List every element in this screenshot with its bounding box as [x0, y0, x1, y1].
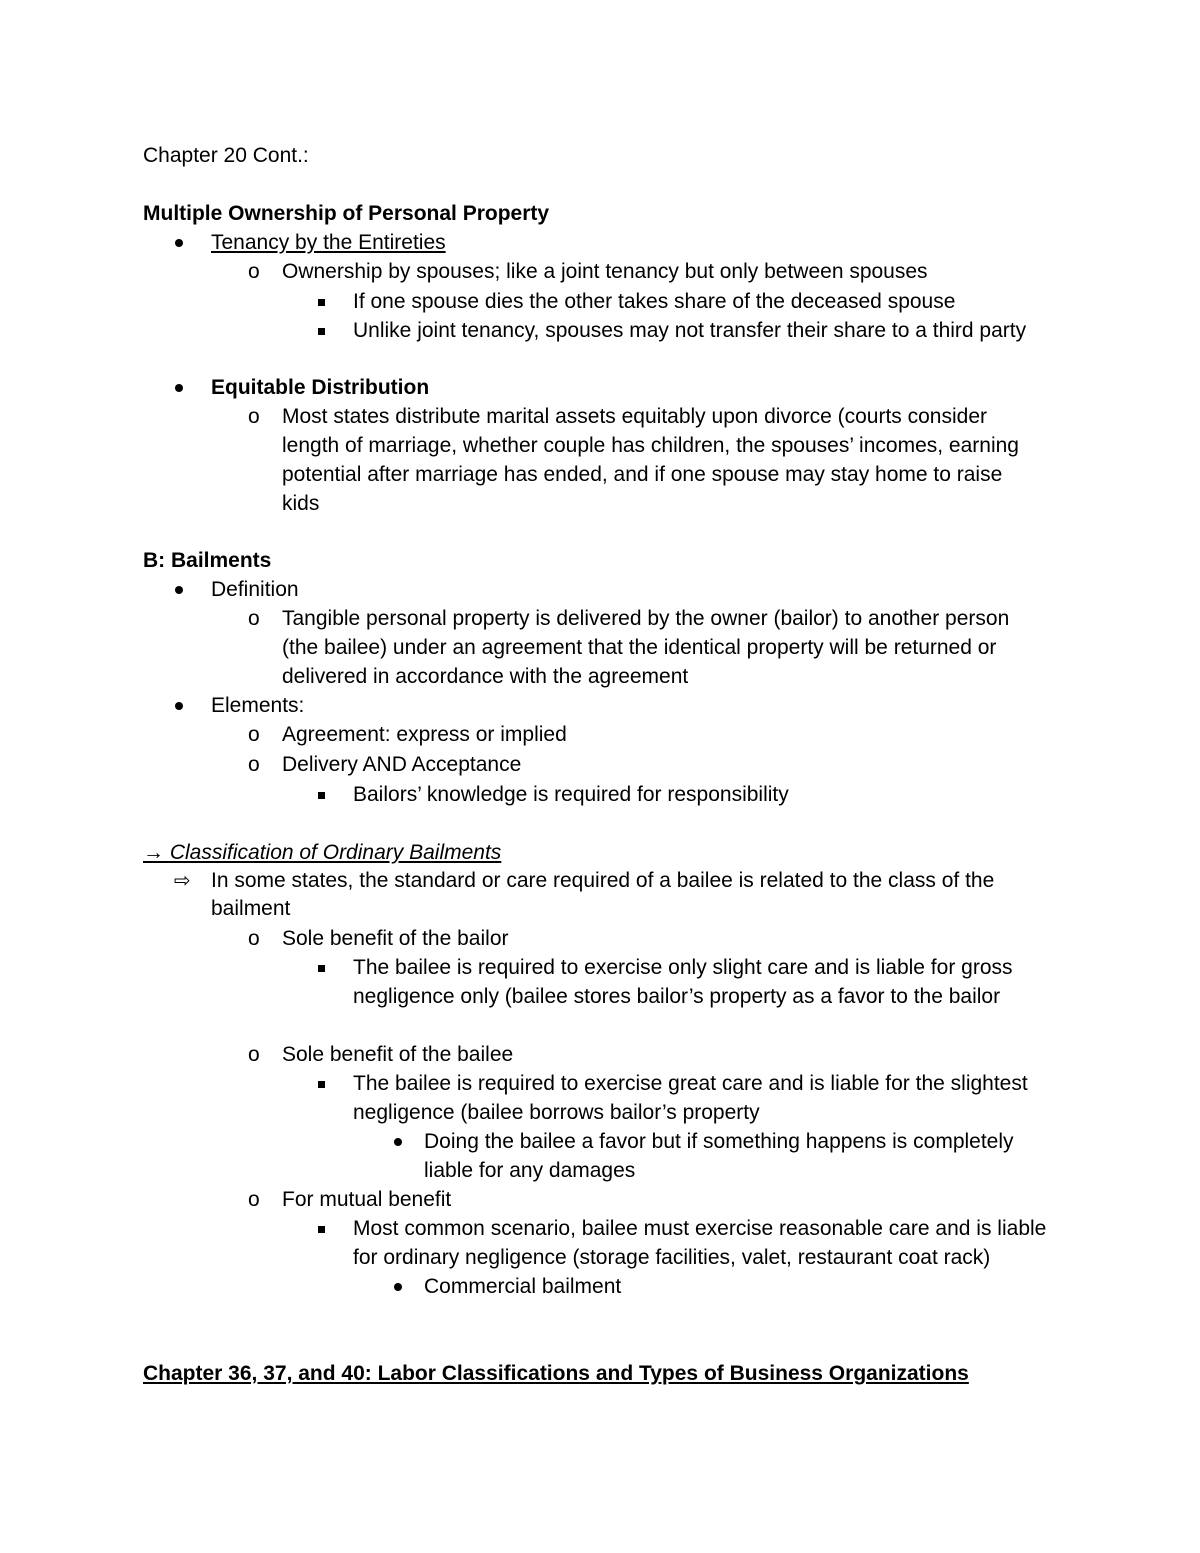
- bullet-dot-icon: [175, 228, 183, 258]
- bullet-circle-icon: o: [248, 723, 260, 746]
- bullet-square-icon: [318, 953, 325, 983]
- bullet-square-icon: [318, 287, 325, 317]
- bullet-circle-icon: o: [248, 1188, 260, 1211]
- bullet-square-icon: [318, 1214, 325, 1244]
- bullet-dot-icon: [175, 373, 183, 403]
- bullet-circle-icon: o: [248, 1043, 260, 1066]
- bullet-square-icon: [318, 316, 325, 346]
- arrow-bullet-icon: ⇨: [174, 870, 191, 892]
- bullet-circle-icon: o: [248, 260, 260, 283]
- bullet-circle-icon: o: [248, 607, 260, 630]
- bullet-circle-icon: o: [248, 753, 260, 776]
- document-page: Chapter 20 Cont.: Multiple Ownership of Personal Property Tenancy by the Entireties o Ownership by spouses; like a joint tenancy but only between spouses If one spouse dies the other takes share of the deceased spouse Unlike joint tenancy, spouses may not transfer their share to a third party Equitable Distribution o Most states distribute marital assets equitably upon divorce (courts consider length of marriage, whether couple has children, the spouses’ incomes, earning potential after marriage has ended, and if one spouse may stay home to raise kids B: Bailments Definition o Tangible personal property is delivered by the owner (bailor) to another person (the bailee) under an agreement that the identical property will be returned or delivered in accordance with the agreement Elements: o Agreement: express or implied o Delivery AND Acceptance Bailors’ knowledge is required for responsibility → Classification of Ordinary Bailments ⇨ In some states, the standard or care required of a bailee is related to the class of the bailment o Sole benefit of the bailor The bailee is required to exercise only slight care and is liable for gross negligence only (bailee stores bailor’s property as a favor to the bailor o Sole benefit of the bailee The bailee is required to exercise great care and is liable for the slightest negligence (bailee borrows bailor’s property Doing the bailee a favor but if something happens is completely liable for any damages o For mutual benefit Most common scenario, bailee must exercise reasonable care and is liable for ordinary negligence (storage facilities, valet, restaurant coat rack) Commercial bailment Chapter 36, 37, and 40: Labor Classifications and Types of Business Organizations: [143, 144, 1047, 1385]
- bullet-dot-icon: [394, 1272, 402, 1302]
- bullet-dot-icon: [394, 1127, 402, 1157]
- bullet-dot-icon: [175, 575, 183, 605]
- bullet-square-icon: [318, 780, 325, 810]
- bullet-circle-icon: o: [248, 405, 260, 428]
- bullet-dot-icon: [175, 691, 183, 721]
- bullet-square-icon: [318, 1069, 325, 1099]
- bullet-circle-icon: o: [248, 927, 260, 950]
